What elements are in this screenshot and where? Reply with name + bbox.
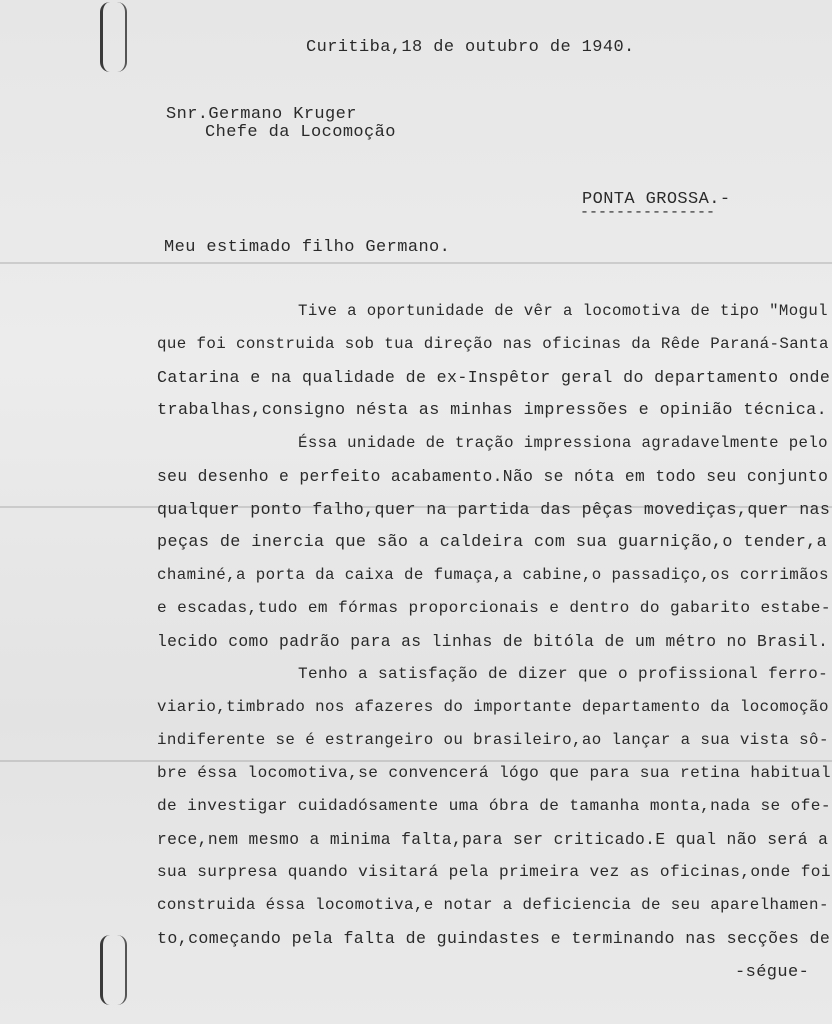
- body-line: bre éssa locomotiva,se convencerá lógo que para sua retina habitual: [157, 764, 831, 782]
- paper-fold: [0, 760, 832, 762]
- body-line: sua surpresa quando visitará pela primeira vez as oficinas,onde foi: [157, 863, 831, 881]
- body-line: construida éssa locomotiva,e notar a deficiencia de seu aparelhamen-: [157, 896, 829, 914]
- body-line: qualquer ponto falho,quer na partida das pêças movediças,quer nas: [157, 500, 831, 519]
- body-line: indiferente se é estrangeiro ou brasileiro,ao lançar a sua vista sô-: [157, 731, 829, 749]
- destination-city: PONTA GROSSA.-: [582, 190, 731, 209]
- punch-hole-bottom: [100, 935, 127, 1005]
- body-line: trabalhas,consigno nésta as minhas impressões e opinião técnica.: [157, 401, 828, 420]
- body-line: rece,nem mesmo a minima falta,para ser criticado.E qual não será a: [157, 830, 829, 849]
- body-line: chaminé,a porta da caixa de fumaça,a cabine,o passadiço,os corrimãos: [157, 566, 829, 584]
- body-line: peças de inercia que são a caldeira com sua guarnição,o tender,a: [157, 533, 828, 552]
- punch-hole-top: [100, 2, 127, 72]
- body-line: to,começando pela falta de guindastes e terminando nas secções de: [157, 929, 831, 948]
- date-line: Curitiba,18 de outubro de 1940.: [306, 38, 635, 57]
- recipient-name: Snr.Germano Kruger: [166, 105, 357, 124]
- body-line: e escadas,tudo em fórmas proporcionais e dentro do gabarito estabe-: [157, 599, 831, 617]
- body-line: seu desenho e perfeito acabamento.Não se nóta em todo seu conjunto: [157, 467, 829, 486]
- body-line: viario,timbrado nos afazeres do importante departamento da locomoção: [157, 698, 829, 716]
- body-line: Catarina e na qualidade de ex-Inspêtor geral do departamento onde: [157, 368, 831, 387]
- body-line: Éssa unidade de tração impressiona agradavelmente pelo: [298, 434, 828, 452]
- recipient-title: Chefe da Locomoção: [205, 123, 396, 142]
- body-line: de investigar cuidadósamente uma óbra de tamanha monta,nada se ofe-: [157, 797, 831, 815]
- salutation: Meu estimado filho Germano.: [164, 238, 451, 257]
- body-line: lecido como padrão para as linhas de bitóla de um métro no Brasil.: [157, 632, 829, 651]
- paper-fold: [0, 262, 832, 264]
- body-line: que foi construida sob tua direção nas oficinas da Rêde Paraná-Santa: [157, 335, 829, 353]
- body-line: Tenho a satisfação de dizer que o profissional ferro-: [298, 665, 829, 683]
- destination-underline: ---------------: [580, 204, 716, 221]
- body-line: Tive a oportunidade de vêr a locomotiva de tipo "Mogul: [298, 302, 828, 320]
- continuation-mark: -ségue-: [735, 963, 810, 982]
